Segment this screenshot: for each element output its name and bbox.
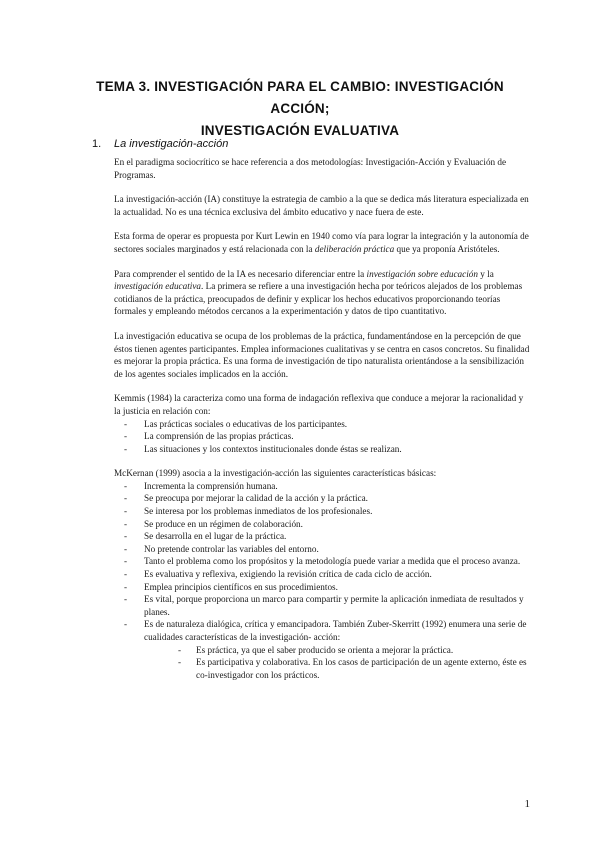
list-item: - Es evaluativa y reflexiva, exigiendo la revisión crítica de cada ciclo de acción. — [114, 568, 532, 581]
list-item: - Se preocupa por mejorar la calidad de la acción y la práctica. — [114, 492, 532, 505]
paragraph-4 — [114, 268, 532, 318]
paragraph-3-emphasis: deliberación práctica — [314, 243, 395, 254]
paragraph-4-text-mid: y la — [477, 268, 494, 279]
title-line-1: TEMA 3. INVESTIGACIÓN PARA EL CAMBIO: INVESTIGACIÓN ACCIÓN; — [96, 79, 504, 116]
list-item-text: Es de naturaleza dialógica, crítica y emancipadora. También Zuber-Skerritt (1992) enumera una serie de cualidades características de la investigación- acción: — [144, 619, 527, 642]
list-item: - Incrementa la comprensión humana. — [114, 480, 532, 493]
section-number: 1. — [92, 138, 102, 150]
list-item: - Emplea principios científicos en sus procedimientos. — [114, 581, 532, 594]
section-title: La investigación-acción — [114, 138, 229, 150]
paragraph-4-text-end: . La primera se refiere a una investigación hecha por teóricos alejados de los problemas cotidianos de la práctica, preocupados de definir y explicar los hechos educativos proporcionando teorías formales y empleando métodos cercanos a la experimentación y datos de tipo cuantitativo. — [114, 281, 523, 317]
list-item: - Tanto el problema como los propósitos y la metodología puede variar a medida que el proceso avanza. — [114, 555, 532, 568]
paragraph-4-emphasis-1: investigación sobre educación — [366, 268, 478, 279]
page-number: 1 — [524, 798, 530, 810]
kemmis-list — [114, 418, 532, 456]
paragraph-6: Kemmis (1984) la caracteriza como una forma de indagación reflexiva que conduce a mejorar la racionalidad y la justicia en relación con: — [114, 393, 524, 416]
paragraph-7: McKernan (1999) asocia a la investigación-acción las siguientes características básicas: — [114, 468, 437, 479]
document-title — [80, 76, 520, 142]
paragraph-3-text: Esta forma de operar es propuesta por Kurt Lewin en 1940 como vía para lograr la integración y la autonomía de sectores sociales marginados y está relacionada con la — [114, 231, 529, 254]
list-item: - Se desarrolla en el lugar de la práctica. — [114, 530, 532, 543]
sub-list-item: - Es participativa y colaborativa. En los casos de participación de un agente externo, éste es co-investigador con los prácticos. — [144, 656, 532, 681]
section-heading — [92, 138, 228, 150]
paragraph-4-text: Para comprender el sentido de la IA es necesario diferenciar entre la — [114, 268, 367, 279]
sub-list-item: - Es práctica, ya que el saber producido se orienta a mejorar la práctica. — [144, 644, 532, 657]
list-item: - Las prácticas sociales o educativas de los participantes. — [114, 418, 532, 431]
list-item: - La comprensión de las propias prácticas. — [114, 430, 532, 443]
mckernan-list — [114, 480, 532, 682]
paragraph-5: La investigación educativa se ocupa de los problemas de la práctica, fundamentándose en la percepción de que éstos tienen agentes participantes. Emplea informaciones cualitativas y se centra en casos concretos. Su finalidad es mejorar la propia práctica. Es una forma de investigación de tipo naturalista orientándose a la sensibilización de los agentes sociales implicados en la acción. — [114, 330, 530, 379]
list-item: - Las situaciones y los contextos institucionales donde éstas se realizan. — [114, 443, 532, 456]
list-item: - Es vital, porque proporciona un marco para compartir y permite la aplicación inmediata de resultados y planes. — [114, 593, 532, 618]
list-item — [114, 618, 532, 681]
paragraph-3 — [114, 230, 532, 255]
list-item: - Se interesa por los problemas inmediatos de los profesionales. — [114, 505, 532, 518]
title-line-2: INVESTIGACIÓN EVALUATIVA — [200, 123, 400, 138]
document-body — [114, 156, 532, 693]
zuber-skerritt-list — [144, 644, 532, 682]
paragraph-1: En el paradigma sociocrítico se hace referencia a dos metodologías: Investigación-Acción y Evaluación de Programas. — [114, 157, 507, 180]
list-item: - Se produce en un régimen de colaboración. — [114, 518, 532, 531]
paragraph-3-text-end: que ya proponía Aristóteles. — [394, 243, 500, 254]
paragraph-2: La investigación-acción (IA) constituye la estrategia de cambio a la que se dedica más literatura especializada en la actualidad. No es una técnica exclusiva del ámbito educativo y nace fuera de este. — [114, 194, 529, 217]
paragraph-4-emphasis-2: investigación educativa — [114, 281, 201, 292]
list-item: - No pretende controlar las variables del entorno. — [114, 543, 532, 556]
